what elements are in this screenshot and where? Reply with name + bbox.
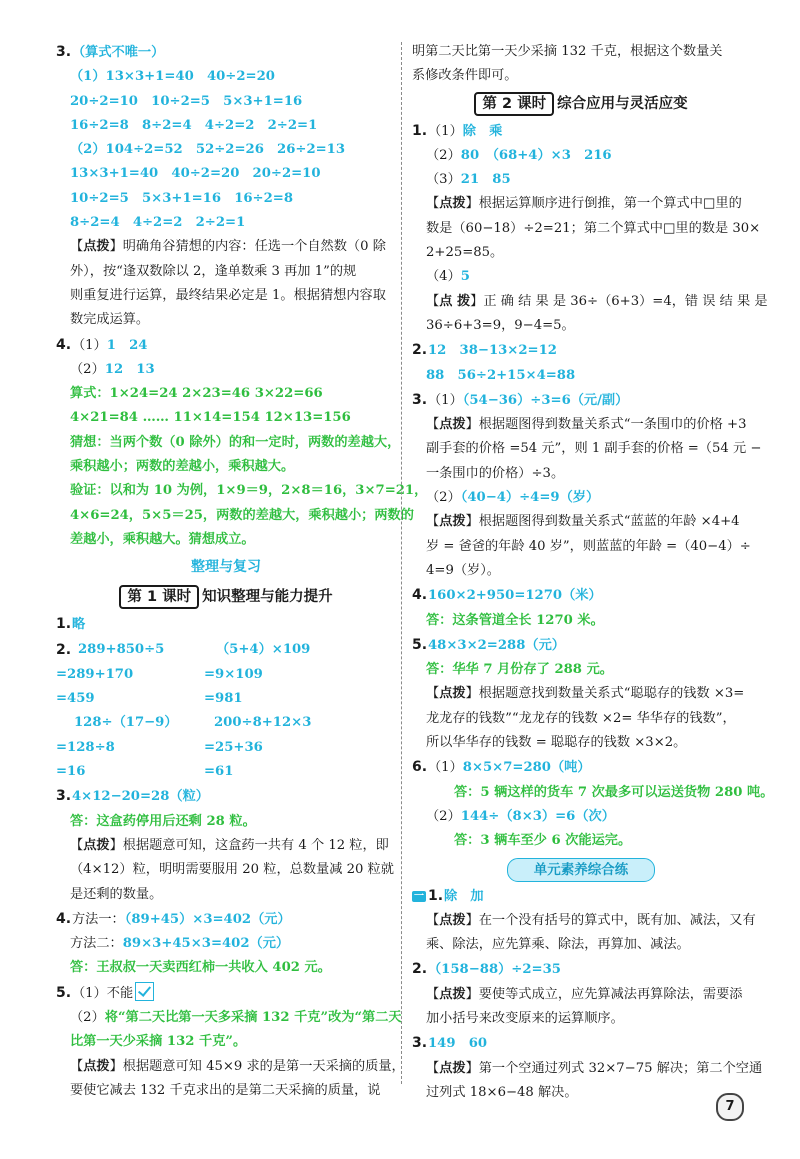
calc-row: 128÷（17−9） 200÷8+12×3 <box>74 715 312 731</box>
answer-line: （2）104÷2=52 52÷2=26 26÷2=13 <box>70 142 346 158</box>
review-question-1: 1.略 <box>56 616 86 633</box>
tip-line: 36÷6+3=9，9−4=5。 <box>426 317 575 333</box>
tip-line: 【 点拨 】 第一个空通过列式 32×7−75 解决；第二个空通 <box>412 1057 750 1081</box>
answer-line: （3）21 85 <box>426 172 511 188</box>
tip-line: 系修改条件即可。 <box>412 68 518 84</box>
tip-line: 【 点拨 】 要使等式成立，应先算减法再算除法，需要添 <box>412 983 750 1007</box>
answer-line: （2）将“第二天比第一天多采摘 132 千克”改为“第二天 <box>70 1009 402 1025</box>
green-line: 答：这条管道全长 1270 米。 <box>426 612 604 628</box>
section-title-review: 整理与复习 <box>191 559 261 576</box>
unit-question-1: 一 1.除 加 <box>414 887 484 904</box>
tip-line: 乘、除法，应先算乘、除法，再算加、减法。 <box>426 937 690 953</box>
left-column <box>56 40 428 1103</box>
tip-line: 外），按“逢双数除以 2，逢单数乘 3 再加 1”的规 <box>70 263 357 279</box>
unit-practice-banner: 单元素养综合练 <box>507 858 655 882</box>
tip-line: 过列式 18×6−48 解决。 <box>426 1084 578 1100</box>
tip-line: 明第二天比第一天少采摘 132 千克，根据这个数量关 <box>412 44 723 59</box>
review-question-3: 3.4×12−20=28（粒） <box>56 788 209 805</box>
tip-line: 数是（60−18）÷2=21；第二个算式中□里的数是 30× <box>426 220 761 236</box>
calc-row: =128÷8 =25+36 <box>56 739 263 755</box>
green-line: 答：王叔叔一天卖西红柿一共收入 402 元。 <box>70 960 331 976</box>
review-question-5: 5.（1）不能 <box>56 981 396 1006</box>
question-6: 6.（1）8×5×7=280（吨） <box>412 759 591 776</box>
unit-question-3: 3.149 60 <box>412 1035 488 1052</box>
page-number: 7 <box>716 1093 744 1121</box>
green-line: 比第一天少采摘 132 千克”。 <box>70 1034 247 1050</box>
answer-line: （2）80 （68+4）×3 216 <box>426 147 612 163</box>
tip-line: 一条围巾的价格）÷3。 <box>426 465 565 481</box>
tip-line: 【 点拨 】 根据题意可知，这盒药一共有 4 个 12 粒，即 <box>56 834 396 858</box>
green-line: 4×6=24，5×5＝25，两数的差越大，乘积越小；两数的 <box>70 507 414 523</box>
question-3: 3.（算式不唯一） <box>56 44 165 60</box>
green-line: 4×21=84 …… 11×14=154 12×13=156 <box>70 410 351 426</box>
tip-line: 副手套的价格 =54 元”，则 1 副手套的价格 =（54 元 − <box>426 441 762 457</box>
tip-line: 【 点拨 】 明确角谷猜想的内容：任选一个自然数（0 除 <box>56 235 396 259</box>
tip-line: 4=9（岁）。 <box>426 562 500 578</box>
tip-line: 要使它减去 132 千克求出的是第二天采摘的质量，说 <box>70 1082 381 1098</box>
right-column <box>412 40 774 1105</box>
column-divider <box>401 42 402 1084</box>
answer-line: （2）12 13 <box>70 361 155 377</box>
tip-line: 岁 = 爸爸的年龄 40 岁”，则蓝蓝的年龄 =（40−4）÷ <box>426 538 751 554</box>
answer-line: 13×3+1=40 40÷2=20 20÷2=10 <box>70 166 321 182</box>
tip-line: 【 点拨 】 根据运算顺序进行倒推，第一个算式中□里的 <box>412 192 750 216</box>
answer-line: 20÷2=10 10÷2=5 5×3+1=16 <box>70 93 303 109</box>
tip-line: 【 点拨 】 根据题图得到数量关系式“蓝蓝的年龄 ×4+4 <box>412 510 750 534</box>
section-mark: 一 <box>414 890 424 902</box>
tip-line: 【 点拨 】 在一个没有括号的算式中，既有加、减法，又有 <box>412 909 750 933</box>
tip-line: 【 点拨 】 根据题意可知 45×9 求的是第一天采摘的质量， <box>56 1055 396 1079</box>
question-3: 3.（1）（54−36）÷3=6（元/副） <box>412 391 629 408</box>
tip-line: 是还剩的数量。 <box>70 886 163 902</box>
answer-line: 88 56÷2+15×4=88 <box>426 367 576 383</box>
calc-row: =459 =981 <box>56 691 243 707</box>
lesson-2-heading: 第 2 课时 综合应用与灵活应变 <box>412 89 750 119</box>
tip-line: 2+25=85。 <box>426 245 504 261</box>
checkmark-icon <box>135 982 154 1001</box>
calc-row: =16 =61 <box>56 764 234 780</box>
tip-line: （4×12）粒，明明需要服用 20 粒，总数量减 20 粒就 <box>70 862 394 878</box>
answer-line: （2）144÷（8×3）=6（次） <box>426 808 615 824</box>
lesson-1-heading: 第 1 课时 知识整理与能力提升 <box>56 582 396 612</box>
unit-question-2: 2.（158−88）÷2=35 <box>412 961 561 978</box>
green-line: 答：5 辆这样的货车 7 次最多可以运送货物 280 吨。 <box>454 784 774 800</box>
answer-line: 8÷2=4 4÷2=2 2÷2=1 <box>70 215 246 231</box>
green-line: 差越小，乘积越大。猜想成立。 <box>70 531 255 547</box>
answer-line: 方法二：89×3+45×3=402（元） <box>70 936 290 952</box>
green-line: 答：这盒药停用后还剩 28 粒。 <box>70 813 256 829</box>
calc-row: =289+170 =9×109 <box>56 666 263 682</box>
review-question-4: 4.方法一：（89+45）×3=402（元） <box>56 910 291 927</box>
answer-line: （4）5 <box>426 269 470 285</box>
tip-line: 加小括号来改变原来的运算顺序。 <box>426 1010 624 1026</box>
tip-line: 所以华华存的钱数 = 聪聪存的钱数 ×3×2。 <box>426 735 687 751</box>
lesson-box: 第 2 课时 <box>474 92 554 116</box>
tip-label: 【 点拨 】 <box>70 239 123 254</box>
tip-line: 【 点拨 】 根据题意找到数量关系式“聪聪存的钱数 ×3= <box>412 682 750 706</box>
lesson-box: 第 1 课时 <box>119 585 199 609</box>
tip-line: 【 点拨 】 根据题图得到数量关系式“一条围巾的价格 +3 <box>412 413 750 437</box>
tip-line: 数完成运算。 <box>70 312 150 328</box>
green-line: 算式：1×24=24 2×23=46 3×22=66 <box>70 386 323 402</box>
tip-line: 龙龙存的钱数”“龙龙存的钱数 ×2= 华华存的钱数”， <box>426 710 736 726</box>
answer-line: （2）（40−4）÷4=9（岁） <box>426 490 600 506</box>
green-line: 验证：以和为 10 为例，1×9＝9，2×8＝16，3×7=21， <box>70 483 428 499</box>
tip-line: 则重复进行运算，最终结果必定是 1。根据猜想内容取 <box>70 287 386 303</box>
answer-line: （1）13×3+1=40 40÷2=20 <box>70 69 275 85</box>
green-line: 答：华华 7 月份存了 288 元。 <box>426 662 613 678</box>
answer-line: 16÷2=8 8÷2=4 4÷2=2 2÷2=1 <box>70 117 318 133</box>
answer-note: （算式不唯一） <box>72 45 165 60</box>
green-line: 猜想：当两个数（0 除外）的和一定时，两数的差越大， <box>70 434 401 450</box>
green-line: 答：3 辆车至少 6 次能运完。 <box>454 833 632 849</box>
question-4: 4.（1）1 24 <box>56 336 148 353</box>
answer-line: 10÷2=5 5×3+1=16 16÷2=8 <box>70 190 294 206</box>
question-5: 5.48×3×2=288（元） <box>412 636 565 653</box>
question-1: 1.（1）除 乘 <box>412 122 503 139</box>
tip-line: 【 点 拨 】 正 确 结 果 是 36÷（6+3）=4，错 误 结 果 是 <box>412 290 750 314</box>
review-question-2: 2. 289+850÷5 （5+4）×109 <box>56 641 311 658</box>
question-2: 2.12 38−13×2=12 <box>412 342 557 359</box>
green-line: 乘积越小；两数的差越小，乘积越大。 <box>70 459 295 475</box>
question-4: 4.160×2+950=1270（米） <box>412 587 602 604</box>
